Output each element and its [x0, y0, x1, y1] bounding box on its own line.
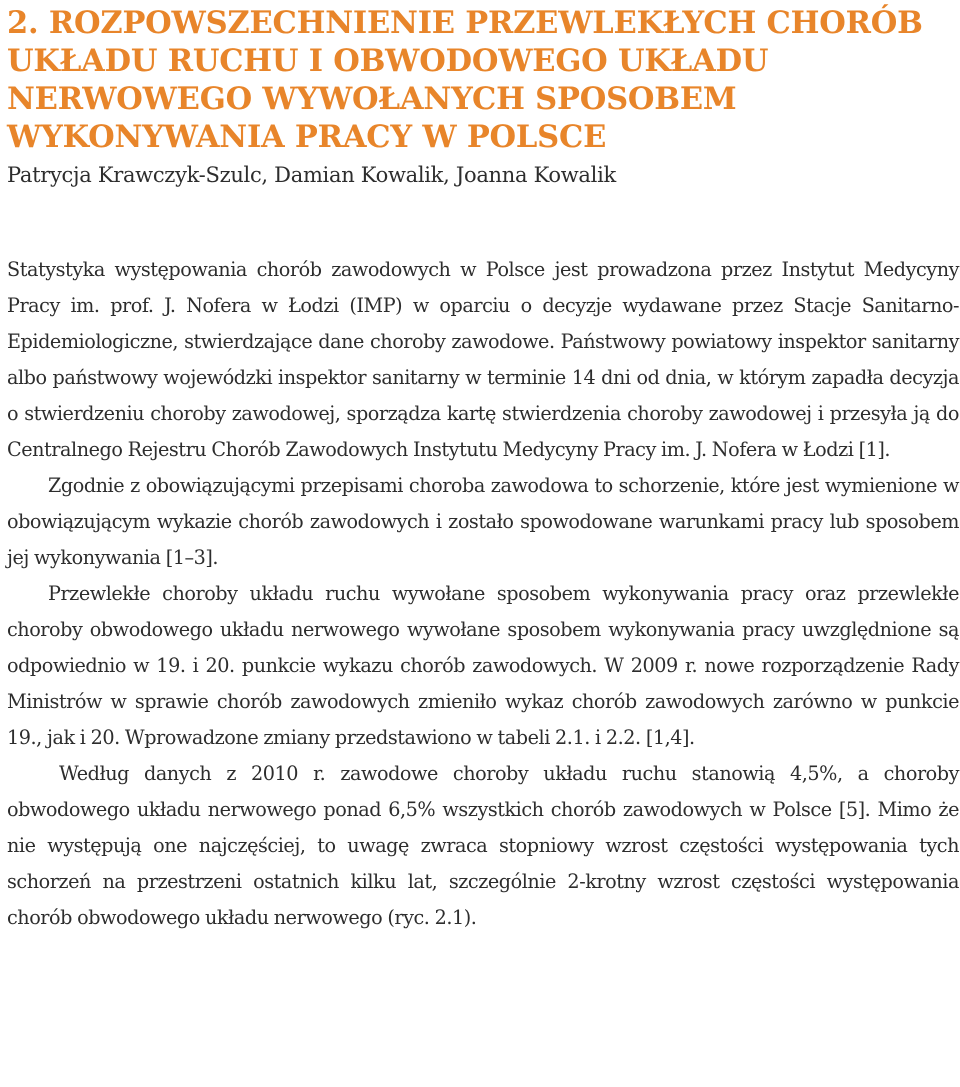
document-page: [7, 4, 959, 936]
chapter-title: 2. ROZPOWSZECHNIENIE PRZEWLEKŁYCH CHORÓB UKŁADU RUCHU I OBWODOWEGO UKŁADU NERWOWEGO WYWOŁANYCH SPOSOBEM WYKONYWANIA PRACY W POLSCE: [7, 5, 923, 155]
paragraph-3: Przewlekłe choroby układu ruchu wywołane sposobem wykonywania pracy oraz przewlekłe choroby obwodowego układu nerwowego wywołane sposobem wykonywania pracy uwzględnione są odpowiednio w 19. i 20. punkcie wykazu chorób zawodowych. W 2009 r. nowe rozporządzenie Rady Ministrów w sprawie chorób zawodowych zmieniło wykaz chorób zawodowych zarówno w punkcie 19., jak i 20. Wprowadzone zmiany przedstawiono w tabeli 2.1. i 2.2. [1,4].: [7, 582, 959, 749]
paragraph-2: Zgodnie z obowiązującymi przepisami choroba zawodowa to schorzenie, które jest wymienione w obowiązującym wykazie chorób zawodowych i zostało spowodowane warunkami pracy lub sposobem jej wykonywania [1–3].: [7, 474, 959, 569]
chapter-authors: Patrycja Krawczyk-Szulc, Damian Kowalik, Joanna Kowalik: [7, 163, 616, 187]
chapter-body: [7, 252, 959, 936]
paragraph-1: Statystyka występowania chorób zawodowych w Polsce jest prowadzona przez Instytut Medycyny Pracy im. prof. J. Nofera w Łodzi (IMP) w oparciu o decyzje wydawane przez Stacje Sanitarno-Epidemiologiczne, stwierdzające dane choroby zawodowe. Państwowy powiatowy inspektor sanitarny albo państwowy wojewódzki inspektor sanitarny w terminie 14 dni od dnia, w którym zapadła decyzja o stwierdzeniu choroby zawodowej, sporządza kartę stwierdzenia choroby zawodowej i przesyła ją do Centralnego Rejestru Chorób Zawodowych Instytutu Medycyny Pracy im. J. Nofera w Łodzi [1].: [7, 258, 959, 461]
paragraph-4: Według danych z 2010 r. zawodowe choroby układu ruchu stanowią 4,5%, a choroby obwodowego układu nerwowego ponad 6,5% wszystkich chorób zawodowych w Polsce [5]. Mimo że nie występują one najczęściej, to uwagę zwraca stopniowy wzrost częstości występowania tych schorzeń na przestrzeni ostatnich kilku lat, szczególnie 2-krotny wzrost częstości występowania chorób obwodowego układu nerwowego (ryc. 2.1).: [7, 762, 959, 929]
